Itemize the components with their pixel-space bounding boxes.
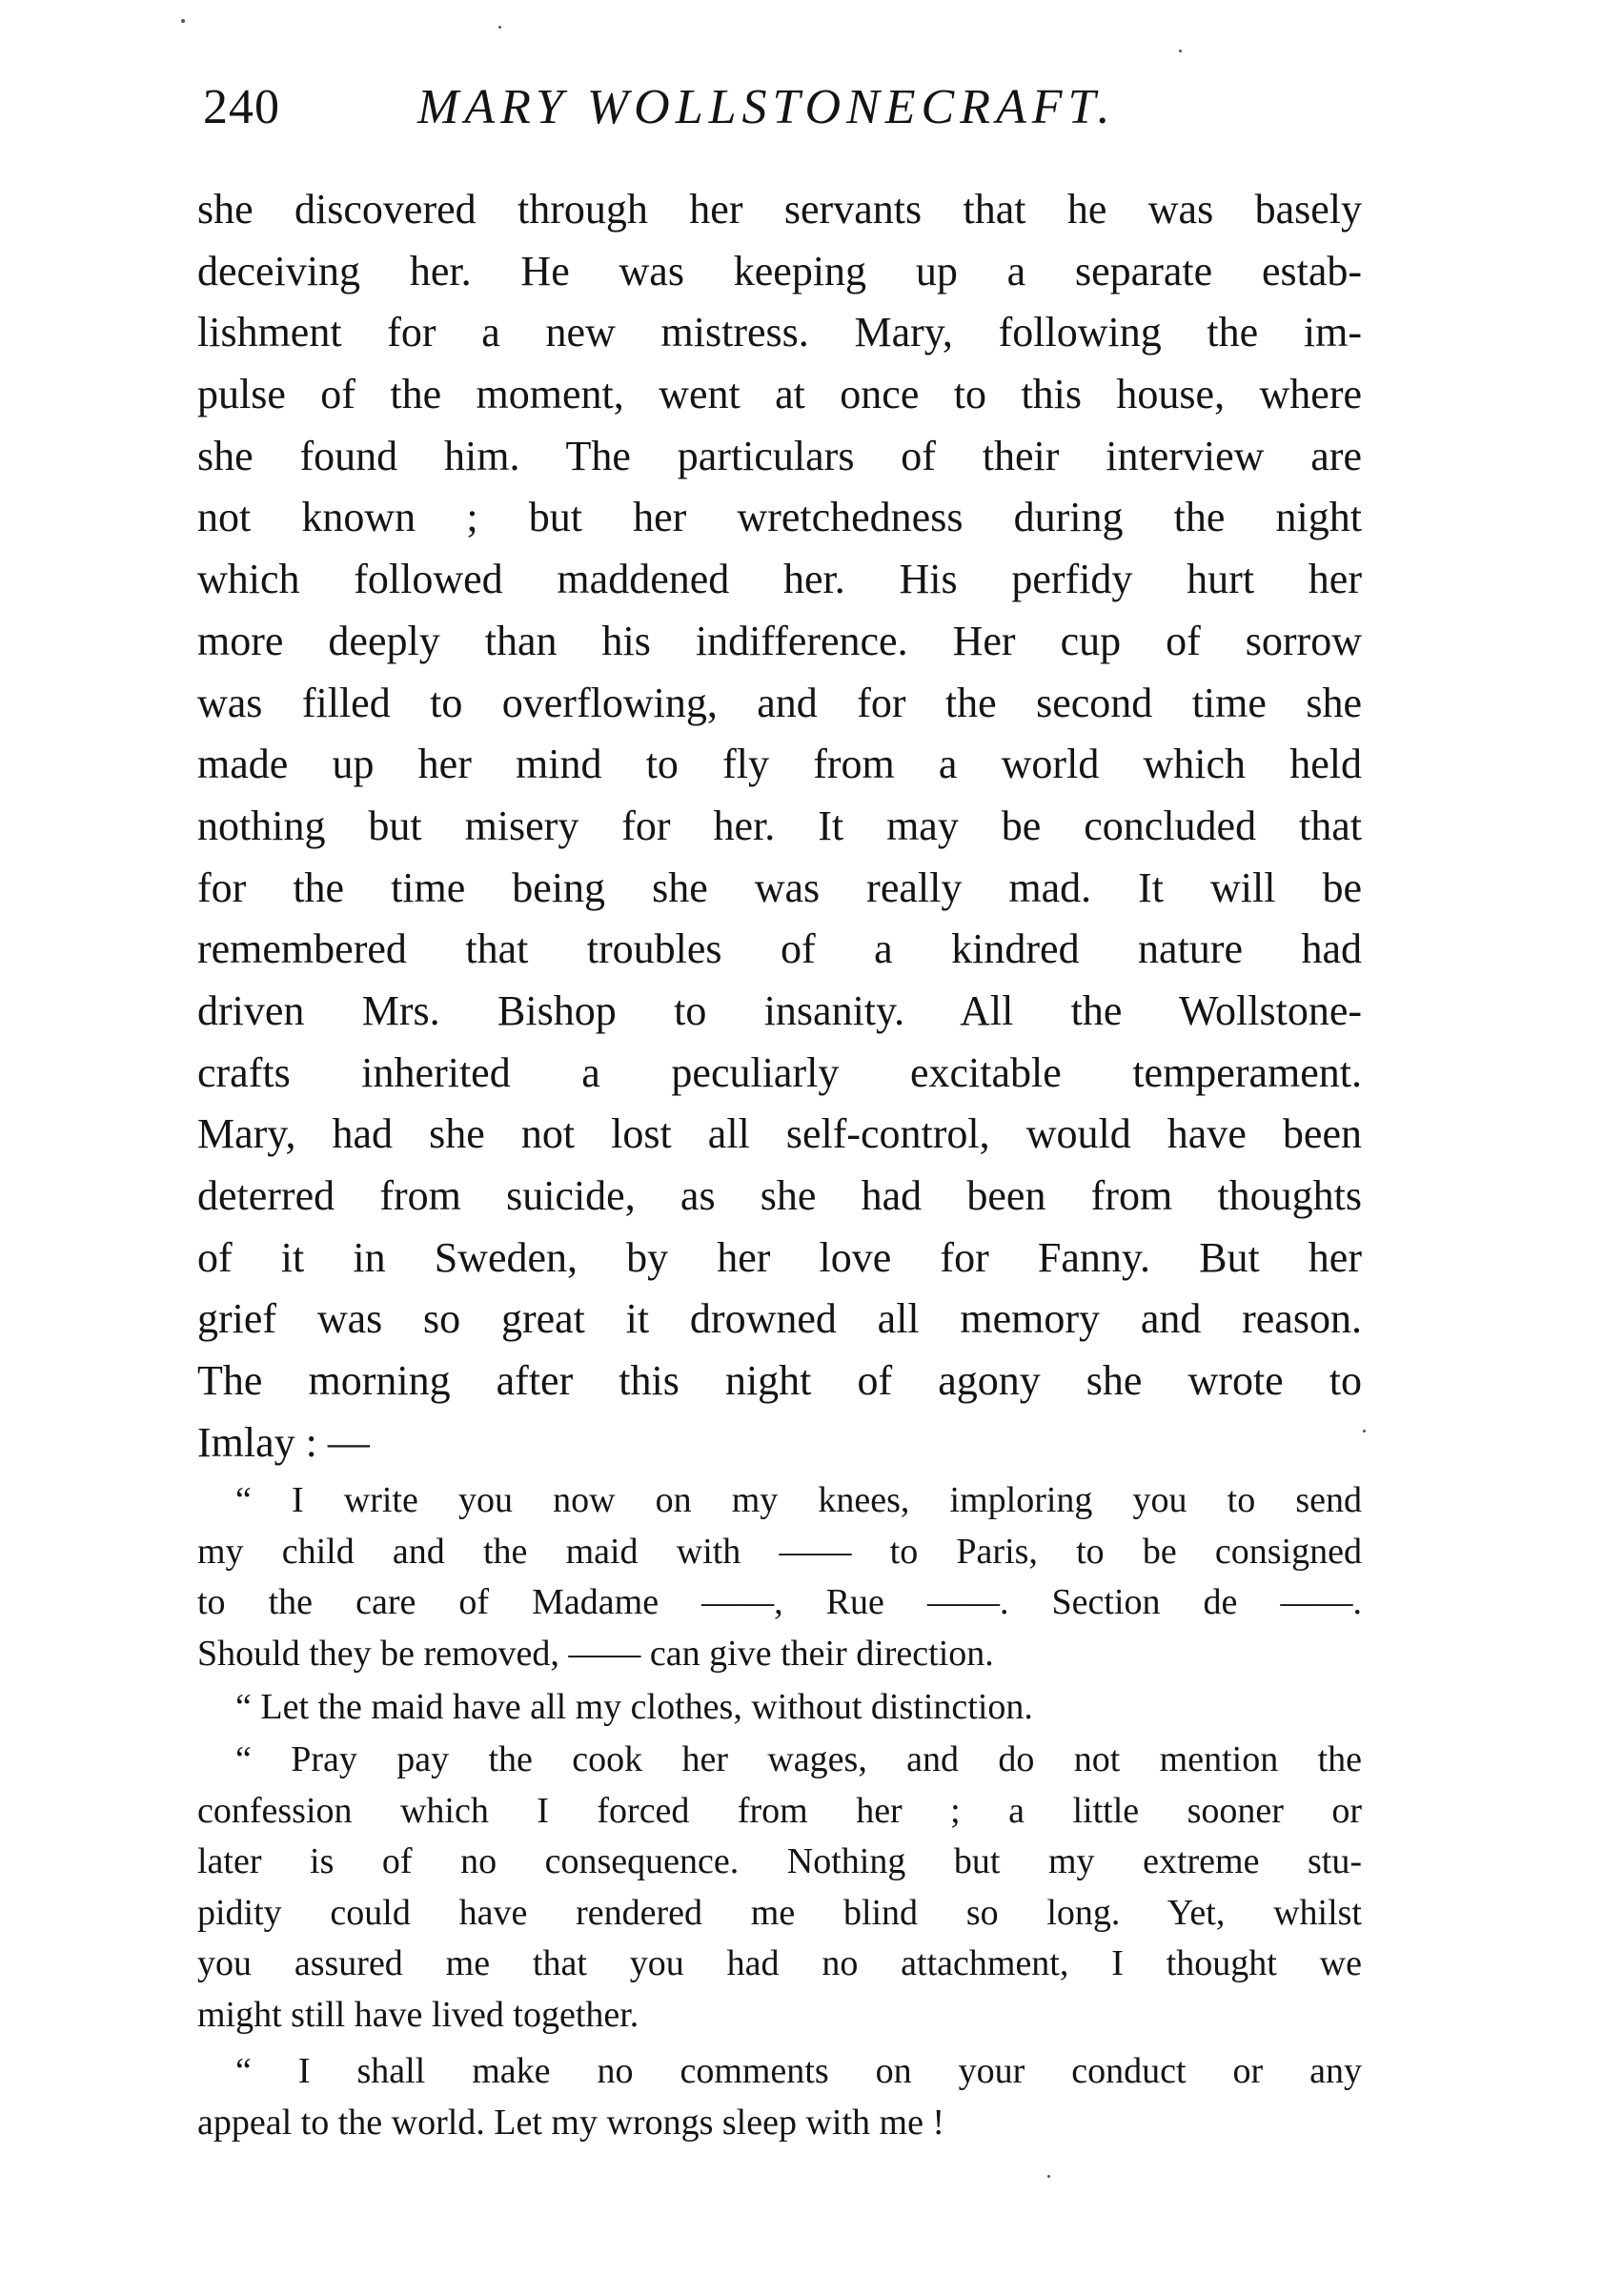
letter-line: “ Pray pay the cook her wages, and do not mention the <box>235 1739 1362 1779</box>
scan-speck <box>498 26 501 29</box>
scan-speck <box>1047 2175 1050 2178</box>
text-line: The morning after this night of agony she wrote to <box>197 1357 1362 1405</box>
letter-line: my child and the maid with —— to Paris, to be consigned <box>197 1531 1362 1572</box>
letter-line: “ I write you now on my knees, imploring you to send <box>235 1480 1362 1520</box>
text-line: pulse of the moment, went at once to this house, where <box>197 371 1362 418</box>
text-line: nothing but misery for her. It may be concluded that <box>197 802 1362 849</box>
text-line: more deeply than his indifference. Her cup of sorrow <box>197 617 1362 664</box>
text-line: which followed maddened her. His perfidy hurt her <box>197 556 1362 603</box>
text-line: driven Mrs. Bishop to insanity. All the Wollstone- <box>197 986 1362 1034</box>
scan-speck <box>1363 1430 1366 1432</box>
letter-paragraph <box>197 1682 1362 1734</box>
text-line: deterred from suicide, as she had been from thoughts <box>197 1172 1362 1219</box>
scan-speck <box>181 19 185 23</box>
body-paragraph <box>197 179 1362 1473</box>
letter-line: “ Let the maid have all my clothes, without distinction. <box>235 1687 1033 1727</box>
text-line: crafts inherited a peculiarly excitable temperament. <box>197 1048 1362 1096</box>
letter-line: pidity could have rendered me blind so long. Yet, whilst <box>197 1892 1362 1933</box>
text-line: Imlay : — <box>197 1418 370 1466</box>
text-line: she discovered through her servants that he was basely <box>197 186 1362 233</box>
letter-line: Should they be removed, —— can give their direction. <box>197 1633 994 1674</box>
text-line: not known ; but her wretchedness during the night <box>197 494 1362 541</box>
text-line: she found him. The particulars of their interview are <box>197 432 1362 479</box>
text-line: remembered that troubles of a kindred nature had <box>197 925 1362 973</box>
text-line: grief was so great it drowned all memory and reason. <box>197 1295 1362 1343</box>
text-line: Mary, had she not lost all self-control, would have been <box>197 1110 1362 1158</box>
text-line: made up her mind to fly from a world which held <box>197 741 1362 788</box>
letter-line: you assured me that you had no attachment, I thought we <box>197 1943 1362 1984</box>
text-line: of it in Sweden, by her love for Fanny. But her <box>197 1233 1362 1281</box>
letter-line: might still have lived together. <box>197 1994 639 2035</box>
letter-paragraph <box>197 1735 1362 2042</box>
letter-line: to the care of Madame ——, Rue ——. Section de ——. <box>197 1582 1362 1623</box>
text-line: lishment for a new mistress. Mary, following the im- <box>197 309 1362 356</box>
letter-line: confession which I forced from her ; a little sooner or <box>197 1790 1362 1831</box>
scan-speck <box>1179 50 1182 52</box>
letter-line: later is of no consequence. Nothing but my extreme stu- <box>197 1841 1362 1882</box>
letter-paragraph <box>197 1475 1362 1679</box>
letter-paragraph <box>197 2046 1362 2148</box>
text-line: was filled to overflowing, and for the second time she <box>197 679 1362 726</box>
letter-line: “ I shall make no comments on your conduct or any <box>235 2051 1362 2091</box>
page-header <box>203 74 1361 141</box>
text-line: for the time being she was really mad. It will be <box>197 864 1362 911</box>
text-line: deceiving her. He was keeping up a separate estab- <box>197 247 1362 295</box>
letter-line: appeal to the world. Let my wrongs sleep with me ! <box>197 2102 945 2143</box>
running-title: MARY WOLLSTONECRAFT. <box>417 80 1116 134</box>
page-number: 240 <box>203 80 280 134</box>
